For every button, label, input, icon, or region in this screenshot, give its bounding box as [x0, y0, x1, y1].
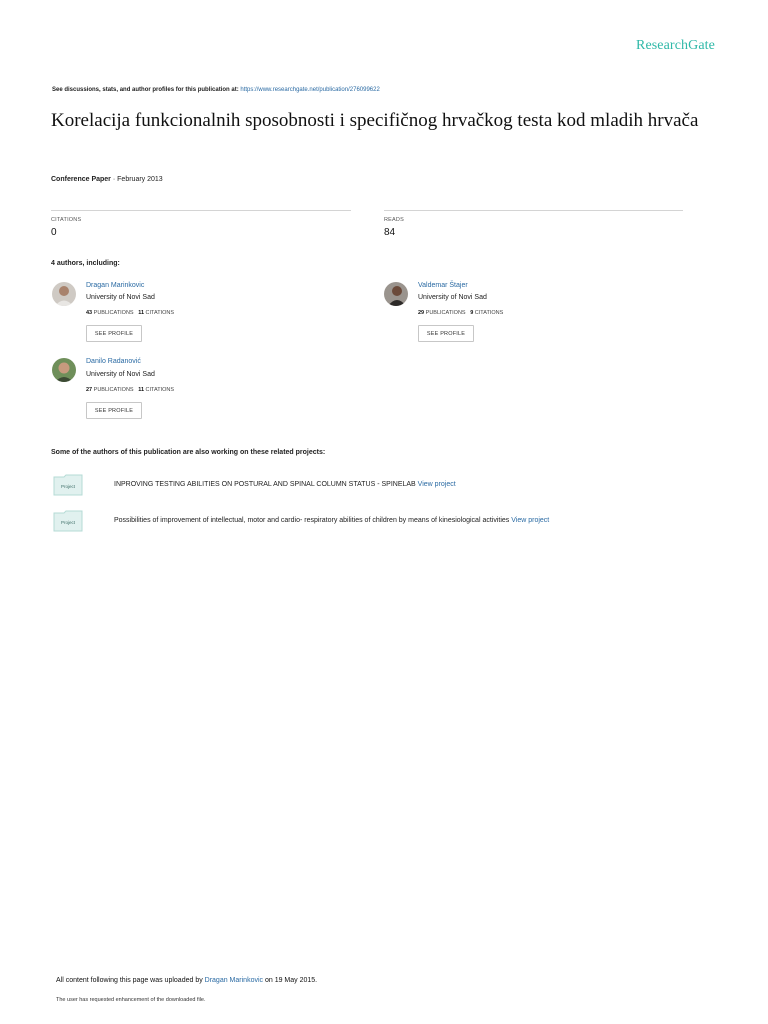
project-folder-icon[interactable]: [53, 510, 83, 532]
see-profile-button[interactable]: SEE PROFILE: [86, 402, 142, 419]
citations-count: 0: [51, 227, 57, 238]
citations-label: CITATIONS: [145, 387, 175, 393]
publications-label: PUBLICATIONS: [93, 310, 134, 316]
author-stats: [418, 310, 503, 316]
publication-url-link[interactable]: https://www.researchgate.net/publication/276099622: [240, 87, 380, 93]
project-item: [114, 517, 549, 524]
publications-count: 43: [86, 310, 93, 316]
author-institution: University of Novi Sad: [418, 294, 487, 301]
see-discussions-text: See discussions, stats, and author profiles for this publication at:: [52, 87, 241, 93]
publication-type: Conference Paper: [51, 176, 111, 183]
reads-divider: [384, 210, 683, 211]
author-stats: [86, 387, 174, 393]
project-folder-icon[interactable]: [53, 474, 83, 496]
publications-count: 29: [418, 310, 425, 316]
publication-date: February 2013: [117, 176, 163, 183]
paper-title: Korelacija funkcionalnih sposobnosti i specifičnog hrvačkog testa kod mladih hrvača: [51, 110, 699, 131]
project-title: INPROVING TESTING ABILITIES ON POSTURAL AND SPINAL COLUMN STATUS - SPINELAB: [114, 481, 416, 488]
citations-label: CITATIONS: [51, 217, 82, 223]
project-icon-label: Project: [60, 520, 76, 525]
project-item: [114, 481, 456, 488]
publications-label: PUBLICATIONS: [425, 310, 466, 316]
author-institution: University of Novi Sad: [86, 294, 155, 301]
projects-heading: Some of the authors of this publication are also working on these related projects:: [51, 449, 326, 456]
publication-meta: [51, 176, 163, 183]
upload-suffix: on 19 May 2015.: [263, 977, 318, 984]
author-name-link[interactable]: Valdemar Štajer: [418, 282, 468, 289]
upload-info: [56, 977, 317, 984]
upload-prefix: All content following this page was uploaded by: [56, 977, 205, 984]
reads-label: READS: [384, 217, 404, 223]
researchgate-logo[interactable]: ResearchGate: [636, 38, 715, 53]
citations-divider: [51, 210, 351, 211]
reads-count: 84: [384, 227, 396, 238]
citations-label: CITATIONS: [474, 310, 504, 316]
author-institution: University of Novi Sad: [86, 371, 155, 378]
citations-label: CITATIONS: [145, 310, 175, 316]
publication-link-line: [52, 87, 380, 93]
publications-label: PUBLICATIONS: [93, 387, 134, 393]
author-name-link[interactable]: Danilo Radanović: [86, 358, 141, 365]
author-name-link[interactable]: Dragan Marinkovic: [86, 282, 145, 289]
authors-heading: 4 authors, including:: [51, 260, 120, 267]
avatar[interactable]: [52, 358, 76, 382]
avatar[interactable]: [52, 282, 76, 306]
enhancement-note: The user has requested enhancement of the downloaded file.: [56, 997, 206, 1003]
avatar[interactable]: [384, 282, 408, 306]
citations-count: 11: [138, 387, 145, 393]
author-stats: [86, 310, 174, 316]
publications-count: 27: [86, 387, 93, 393]
view-project-link[interactable]: View project: [417, 481, 456, 488]
project-title: Possibilities of improvement of intellectual, motor and cardio- respiratory abilities of children by means of kinesiological activities: [114, 517, 510, 524]
uploader-link[interactable]: Dragan Marinkovic: [204, 977, 264, 984]
citations-count: 9: [470, 310, 474, 316]
project-icon-label: Project: [60, 484, 76, 489]
see-profile-button[interactable]: SEE PROFILE: [418, 325, 474, 342]
citations-count: 11: [138, 310, 145, 316]
meta-separator: ·: [110, 176, 118, 183]
see-profile-button[interactable]: SEE PROFILE: [86, 325, 142, 342]
view-project-link[interactable]: View project: [511, 517, 550, 524]
